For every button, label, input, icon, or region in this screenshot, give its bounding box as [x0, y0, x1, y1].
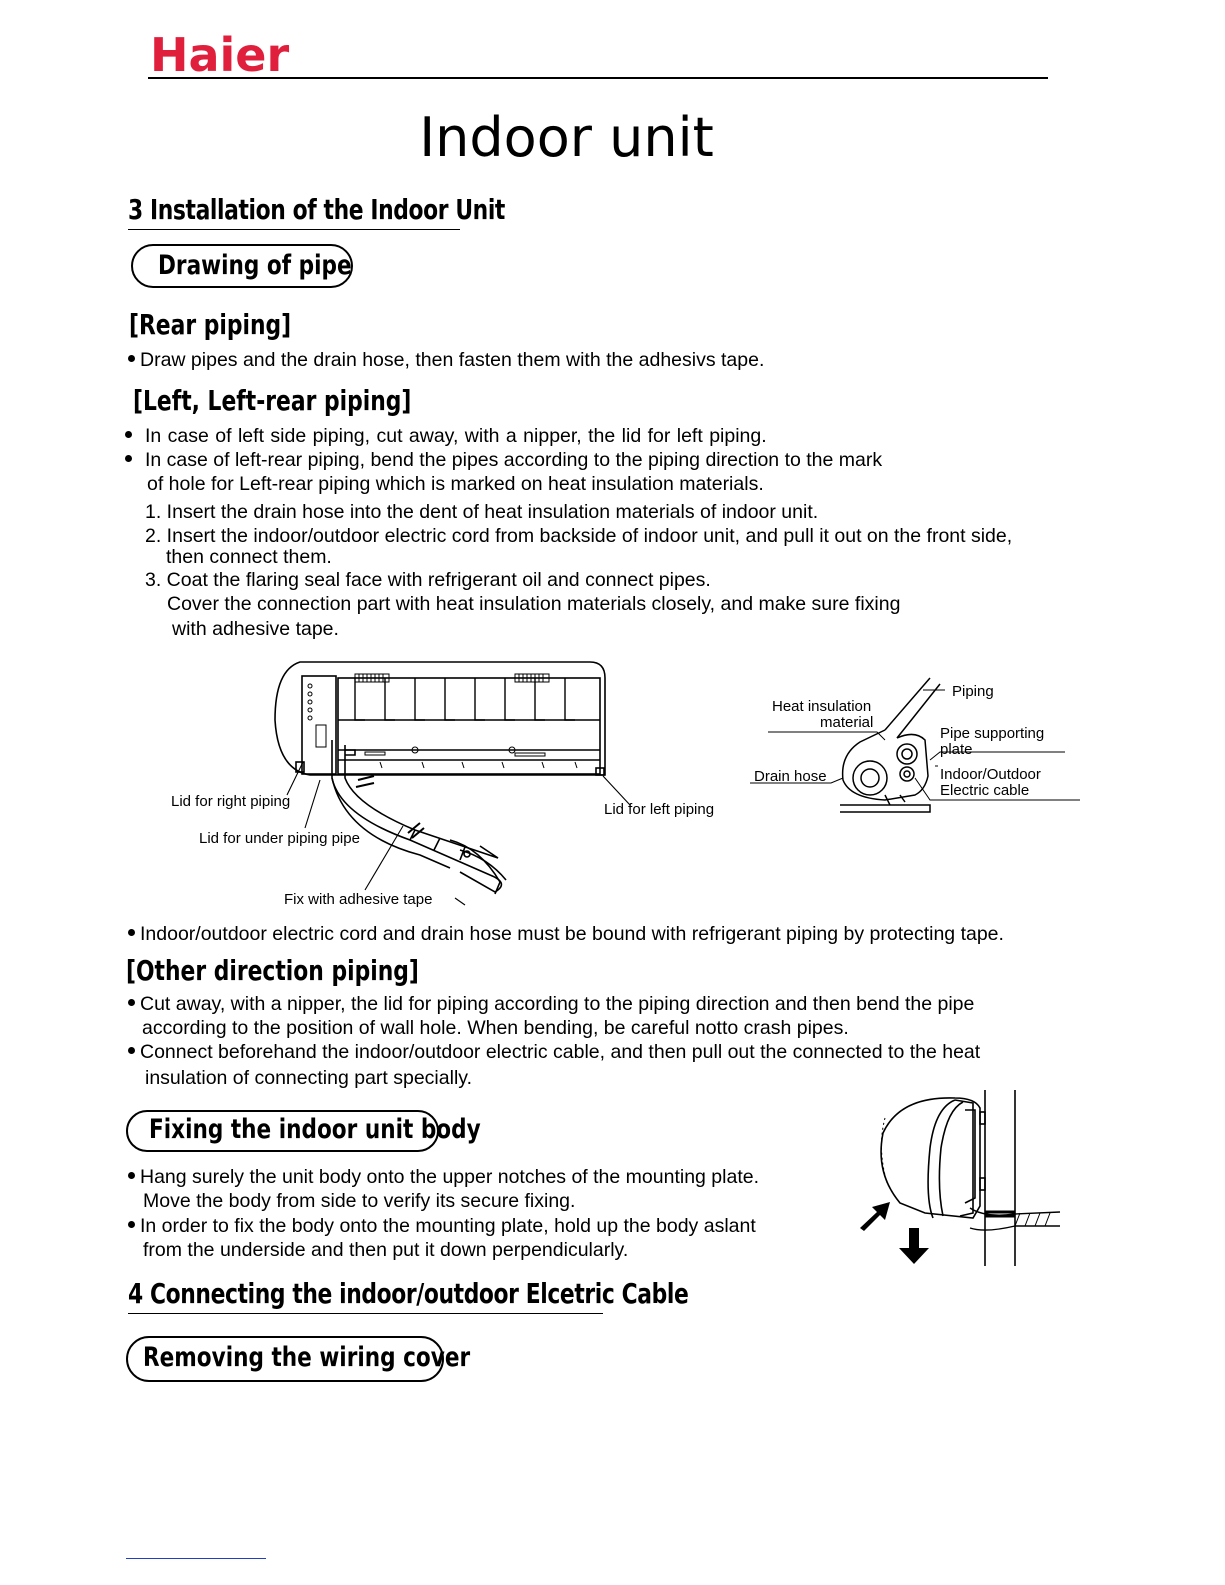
label-lid-right: Lid for right piping: [171, 793, 291, 810]
step-3-cont-1: Cover the connection part with heat insulation materials closely, and make sure fixing: [167, 593, 901, 615]
section-3-rule: [128, 229, 460, 230]
left-piping-bullet-2-cont: of hole for Left-rear piping which is marked on heat insulation materials.: [147, 473, 764, 495]
rear-piping-bullet: Draw pipes and the drain hose, then fasten them with the adhesivs tape.: [128, 351, 764, 371]
label-drain-hose: Drain hose: [754, 768, 827, 785]
label-lid-left: Lid for left piping: [604, 801, 715, 818]
indoor-unit-piping-figure: [160, 650, 730, 920]
label-piping: Piping: [952, 683, 994, 700]
bound-note: Indoor/outdoor electric cord and drain hose must be bound with refrigerant piping by protecting tape.: [128, 925, 1004, 945]
other-bullet-1-cont: according to the position of wall hole. When bending, be careful notto crash pipes.: [142, 1017, 849, 1039]
other-bullet-1: Cut away, with a nipper, the lid for piping according to the piping direction and then bend the pipe: [128, 995, 974, 1015]
drawing-of-pipe-label: Drawing of pipe: [158, 250, 352, 281]
label-pipe-supporting: Pipe supporting: [940, 725, 1045, 742]
label-pipe-supporting-2: plate: [940, 741, 973, 758]
page-title: Indoor unit: [419, 106, 714, 169]
other-bullet-2: Connect beforehand the indoor/outdoor electric cable, and then pull out the connected to the heat: [128, 1043, 980, 1063]
label-heat-insulation-2: material: [820, 714, 874, 731]
wiring-cover-label: Removing the wiring cover: [143, 1342, 471, 1373]
fixing-bullet-1: Hang surely the unit body onto the upper notches of the mounting plate.: [128, 1168, 759, 1188]
pipe-cross-section-figure: [745, 670, 1090, 820]
section-4-rule: [128, 1313, 603, 1314]
brand-logo: Haier: [150, 28, 290, 82]
other-direction-heading: [Other direction piping]: [126, 954, 419, 987]
step-1: 1. Insert the drain hose into the dent of heat insulation materials of indoor unit.: [145, 501, 819, 523]
fixing-bullet-2: In order to fix the body onto the mounting plate, hold up the body aslant: [128, 1217, 756, 1237]
left-piping-bullet-2: [125, 451, 882, 471]
left-piping-heading: [Left, Left-rear piping]: [133, 384, 412, 417]
section-4-heading: 4 Connecting the indoor/outdoor Elcetric Cable: [128, 1277, 689, 1310]
fixing-body-label: Fixing the indoor unit body: [149, 1114, 481, 1145]
label-cable-2: Electric cable: [940, 782, 1030, 799]
footer-rule: [126, 1558, 266, 1559]
header-rule: [148, 77, 1048, 79]
label-lid-under: Lid for under piping pipe: [199, 830, 360, 847]
label-heat-insulation: Heat insulation: [772, 698, 872, 715]
fixing-bullet-1-cont: Move the body from side to verify its secure fixing.: [143, 1190, 576, 1212]
unit-mounting-figure: [855, 1088, 1060, 1270]
left-piping-bullet-1-text: In case of left side piping, cut away, with a nipper, the lid for left piping.: [145, 425, 767, 447]
section-3-heading: 3 Installation of the Indoor Unit: [128, 193, 505, 226]
step-2-cont: then connect them.: [166, 546, 332, 568]
step-2: 2. Insert the indoor/outdoor electric cord from backside of indoor unit, and pull it out on the front side,: [145, 525, 1013, 547]
fixing-bullet-2-cont: from the underside and then put it down perpendicularly.: [143, 1239, 629, 1261]
label-fix-tape: Fix with adhesive tape: [284, 891, 433, 908]
other-bullet-2-cont: insulation of connecting part specially.: [145, 1067, 472, 1089]
left-piping-bullet-1: [125, 427, 767, 447]
label-cable: Indoor/Outdoor: [940, 766, 1041, 783]
rear-piping-heading: [Rear piping]: [129, 308, 292, 341]
step-3-cont-2: with adhesive tape.: [172, 618, 339, 640]
step-3: 3. Coat the flaring seal face with refrigerant oil and connect pipes.: [145, 569, 711, 591]
left-piping-bullet-2-text: In case of left-rear piping, bend the pipes according to the piping direction to the mark: [145, 449, 883, 471]
